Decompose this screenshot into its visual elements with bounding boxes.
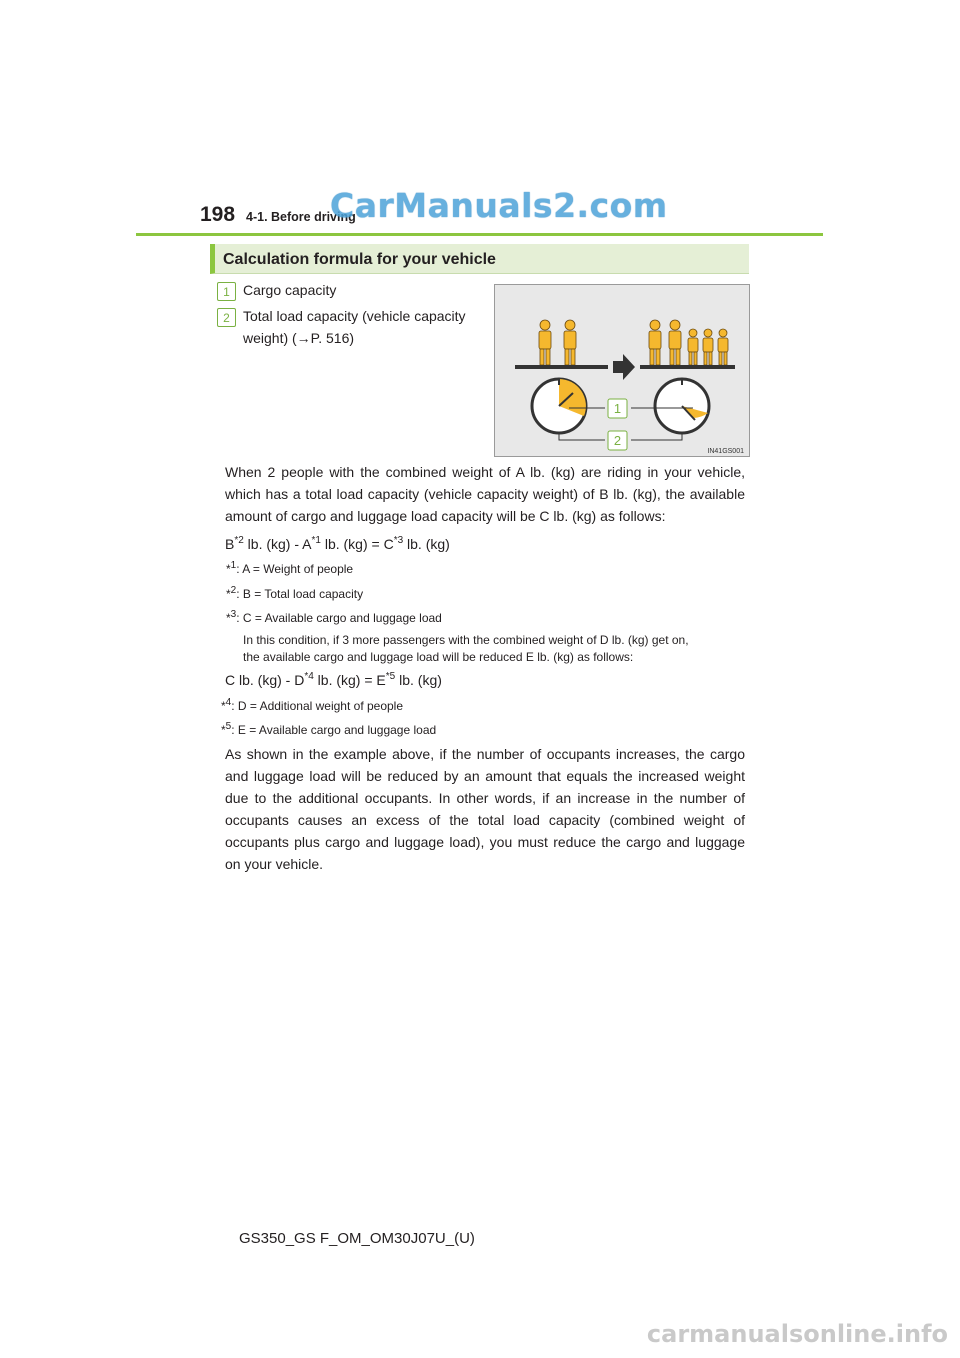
note-3 [226, 609, 442, 625]
item-label-2-line2: weight) (→P. 516) [243, 330, 355, 346]
callout-1: 1 [613, 401, 622, 416]
small-paragraph-line1: In this condition, if 3 more passengers with the combined weight of D lb. (kg) get on, [243, 633, 689, 647]
formula-1-b-sup: *2 [234, 535, 244, 546]
formula-1-part1: lb. (kg) - A [243, 536, 312, 552]
note-4 [221, 697, 403, 713]
formula-2-d-sup: *4 [304, 671, 314, 682]
arrow-right-icon [613, 354, 635, 380]
note-sup: 4 [225, 697, 232, 708]
item-label-1: Cargo capacity [243, 282, 337, 298]
figure-code: IN41GS001 [707, 448, 744, 455]
formula-1-b: B [225, 536, 235, 552]
note-text: : C = Available cargo and luggage load [236, 611, 442, 625]
note-sup: 2 [230, 585, 237, 596]
cargo-diagram [494, 284, 750, 457]
watermark: CarManuals2.com [330, 186, 668, 225]
item-number-1: 1 [217, 282, 236, 301]
formula-2-part1: C lb. (kg) - D [225, 672, 305, 688]
section-heading: Calculation formula for your vehicle [223, 251, 496, 268]
note-mark: * [221, 699, 226, 713]
people-icon [539, 320, 576, 365]
note-text: : D = Additional weight of people [231, 699, 404, 713]
formula-1-a-sup: *1 [311, 535, 321, 546]
item-number-2: 2 [217, 308, 236, 327]
note-sup: 3 [230, 609, 237, 620]
note-text: : A = Weight of people [236, 562, 354, 576]
note-mark: * [226, 562, 231, 576]
formula-1-part2: lb. (kg) = C [320, 536, 394, 552]
note-sup: 5 [225, 721, 232, 732]
cargo-diagram-illustration [495, 285, 749, 456]
gauge-right [655, 379, 709, 433]
formula-1-c-sup: *3 [393, 535, 404, 546]
formula-1-part3: lb. (kg) [403, 536, 450, 552]
note-mark: * [221, 723, 226, 737]
bottom-watermark: carmanualsonline.info [646, 1320, 948, 1348]
formula-2-part2: lb. (kg) = E [313, 672, 386, 688]
people-icon [649, 320, 728, 365]
formula-2-e-sup: *5 [385, 671, 396, 682]
right-platform [640, 365, 735, 369]
note-2 [226, 585, 363, 601]
paragraph-1: When 2 people with the combined weight of A lb. (kg) are riding in your vehicle, which has a total load capacity (vehicle capacity weight) of B lb. (kg), the available amount of cargo and luggage load capacity will be C lb. (kg) as follows: [225, 464, 745, 524]
callout-2: 2 [613, 433, 622, 448]
formula-2-part3: lb. (kg) [395, 672, 442, 688]
section-title: 4-1. Before driving [246, 210, 356, 224]
left-platform [515, 365, 608, 369]
gauge-left [532, 379, 586, 433]
header-rule [136, 233, 823, 236]
note-mark: * [226, 611, 231, 625]
note-mark: * [226, 587, 231, 601]
note-1 [226, 560, 353, 576]
formula-2 [225, 671, 442, 688]
note-sup: 1 [230, 560, 237, 571]
note-text: : B = Total load capacity [236, 587, 364, 601]
paragraph-2: As shown in the example above, if the number of occupants increases, the cargo and luggage load will be reduced by an amount that equals the increased weight due to the additional occupants. In other words, if an increase in the number of occupants causes an excess of the total load capacity (combined weight of occupants plus cargo and luggage load), you must reduce the cargo and luggage on your vehicle. [225, 746, 745, 872]
page-number: 198 [200, 203, 236, 226]
item-label-2-line1: Total load capacity (vehicle capacity [243, 308, 466, 324]
note-5 [221, 721, 436, 737]
formula-1 [225, 535, 450, 552]
small-paragraph-line2: the available cargo and luggage load will be reduced E lb. (kg) as follows: [243, 650, 634, 664]
footer-code: GS350_GS F_OM_OM30J07U_(U) [239, 1230, 475, 1247]
note-text: : E = Available cargo and luggage load [231, 723, 437, 737]
